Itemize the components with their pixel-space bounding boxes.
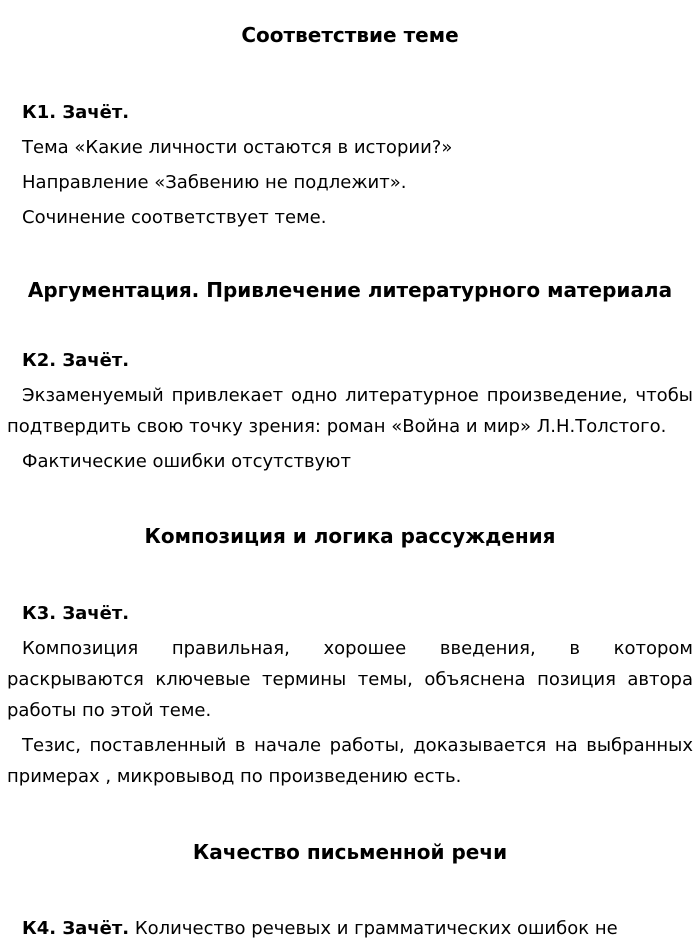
criterion-k2: К2. Зачёт. [22, 350, 130, 371]
section-title-argumentation: Аргументация. Привлечение литературного материала [27, 278, 673, 302]
criterion-k3: К3. Зачёт. [22, 603, 130, 624]
paragraph-composition: Композиция правильная, хорошее введения, в котором раскрываются ключевые термины темы, объяснена позиция автора работы по этой теме. [7, 638, 693, 721]
paragraph-direction: Направление «Забвению не подлежит». [22, 172, 407, 193]
paragraph-speech-errors: Количество речевых и грамматических ошибок не [134, 918, 618, 939]
document-page [0, 22, 700, 939]
criterion-k4: К4. Зачёт. [22, 918, 130, 939]
section-title-speech-quality: Качество письменной речи [192, 840, 508, 864]
paragraph-factual-errors: Фактические ошибки отсутствуют [22, 451, 351, 472]
section-title-composition: Композиция и логика рассуждения [144, 524, 556, 548]
section-title-topic: Соответствие теме [241, 23, 459, 47]
paragraph-k4 [7, 913, 693, 944]
paragraph-thesis: Тезис, поставленный в начале работы, доказывается на выбранных примерах , микровывод по произведению есть. [7, 735, 693, 787]
paragraph-topic: Тема «Какие личности остаются в истории?» [22, 137, 453, 158]
paragraph-conformity: Сочинение соответствует теме. [22, 207, 327, 228]
criterion-k1: К1. Зачёт. [22, 102, 130, 123]
paragraph-literary-work: Экзаменуемый привлекает одно литературное произведение, чтобы подтвердить свою точку зрения: роман «Война и мир» Л.Н.Толстого. [7, 385, 693, 437]
